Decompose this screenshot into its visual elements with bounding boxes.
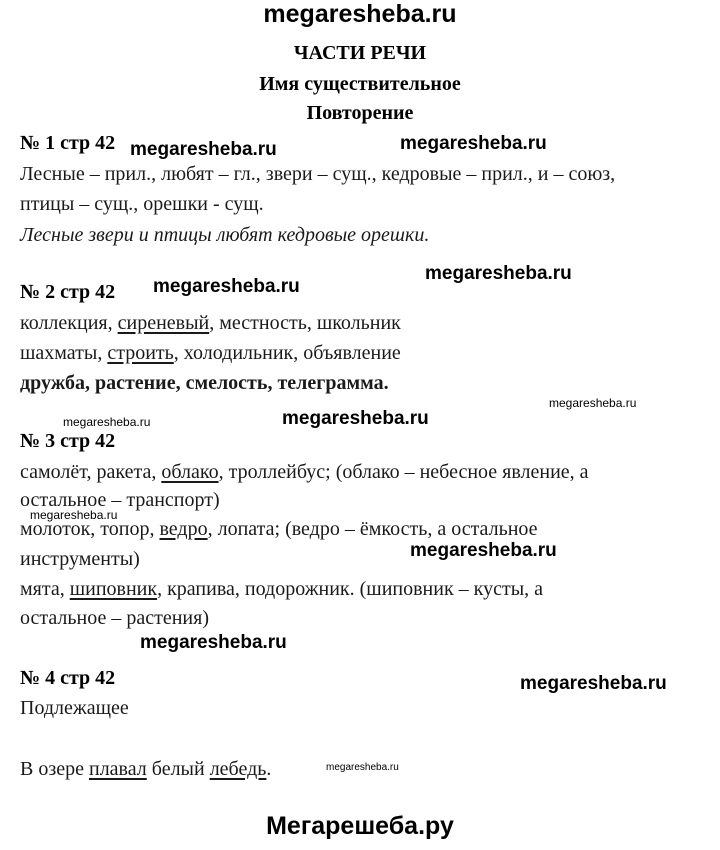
- exercise-1-number: № 1 стр 42: [20, 132, 116, 154]
- exercise-2-line-2: [20, 342, 401, 365]
- text-segment: самолёт, ракета,: [20, 461, 162, 483]
- underlined-word: плавал: [89, 758, 147, 780]
- underlined-word: строить: [107, 342, 174, 364]
- underlined-word: шиповник: [69, 578, 158, 600]
- text-segment: , троллейбус; (облако – небесное явление, а: [218, 461, 589, 483]
- exercise-1-sentence: Лесные звери и птицы любят кедровые орешки.: [20, 224, 430, 246]
- text-segment: В озере: [20, 758, 89, 780]
- watermark: megaresheba.ru: [153, 276, 300, 297]
- topic-title: Имя существительное: [259, 73, 461, 95]
- watermark: megaresheba.ru: [549, 396, 637, 410]
- exercise-4-number: № 4 стр 42: [20, 667, 116, 689]
- exercise-2-number: № 2 стр 42: [20, 281, 116, 303]
- watermark: megaresheba.ru: [400, 133, 547, 154]
- watermark: megaresheba.ru: [425, 263, 572, 284]
- exercise-3-line-5: [20, 578, 543, 601]
- text-segment: мята,: [20, 578, 70, 600]
- exercise-3-line-4: инструменты): [20, 548, 140, 570]
- text-segment: , крапива, подорожник. (шиповник – кусты, а: [157, 578, 544, 600]
- text-segment: белый: [146, 758, 210, 780]
- watermark: megaresheba.ru: [63, 415, 151, 429]
- exercise-3-line-2: остальное – транспорт): [20, 489, 220, 511]
- exercise-4-sentence: [20, 758, 271, 781]
- exercise-1-line-2: птицы – сущ., орешки - сущ.: [20, 193, 264, 215]
- exercise-1-line-1: Лесные – прил., любят – гл., звери – сущ., кедровые – прил., и – союз,: [20, 163, 616, 185]
- watermark: megaresheba.ru: [140, 632, 287, 653]
- watermark: megaresheba.ru: [326, 762, 399, 773]
- underlined-word: лебедь: [209, 758, 267, 780]
- text-segment: , холодильник, объявление: [173, 342, 401, 364]
- text-segment: .: [266, 758, 272, 780]
- text-segment: , местность, школьник: [209, 312, 401, 334]
- underlined-word: облако: [161, 461, 219, 483]
- section-title: ЧАСТИ РЕЧИ: [293, 42, 427, 64]
- text-segment: коллекция,: [20, 312, 118, 334]
- watermark: megaresheba.ru: [30, 508, 118, 522]
- watermark: megaresheba.ru: [282, 408, 429, 429]
- watermark: megaresheba.ru: [410, 540, 557, 561]
- text-segment: молоток, топор,: [20, 518, 160, 540]
- exercise-3-line-6: остальное – растения): [20, 607, 209, 629]
- text-segment: , лопата; (ведро – ёмкость, а остальное: [207, 518, 538, 540]
- exercise-3-number: № 3 стр 42: [20, 430, 116, 452]
- exercise-3-line-1: [20, 461, 589, 484]
- watermark: megaresheba.ru: [520, 673, 667, 694]
- underlined-word: сиреневый: [117, 312, 210, 334]
- exercise-4-label: Подлежащее: [20, 697, 129, 719]
- exercise-2-line-1: [20, 312, 401, 335]
- underlined-word: ведро: [159, 518, 208, 540]
- site-header[interactable]: megaresheba.ru: [263, 0, 457, 28]
- text-segment: шахматы,: [20, 342, 108, 364]
- exercise-2-line-3: дружба, растение, смелость, телеграмма.: [20, 372, 389, 394]
- site-footer[interactable]: Мегарешеба.ру: [266, 812, 454, 840]
- watermark: megaresheba.ru: [130, 139, 277, 160]
- subtopic-title: Повторение: [306, 102, 414, 124]
